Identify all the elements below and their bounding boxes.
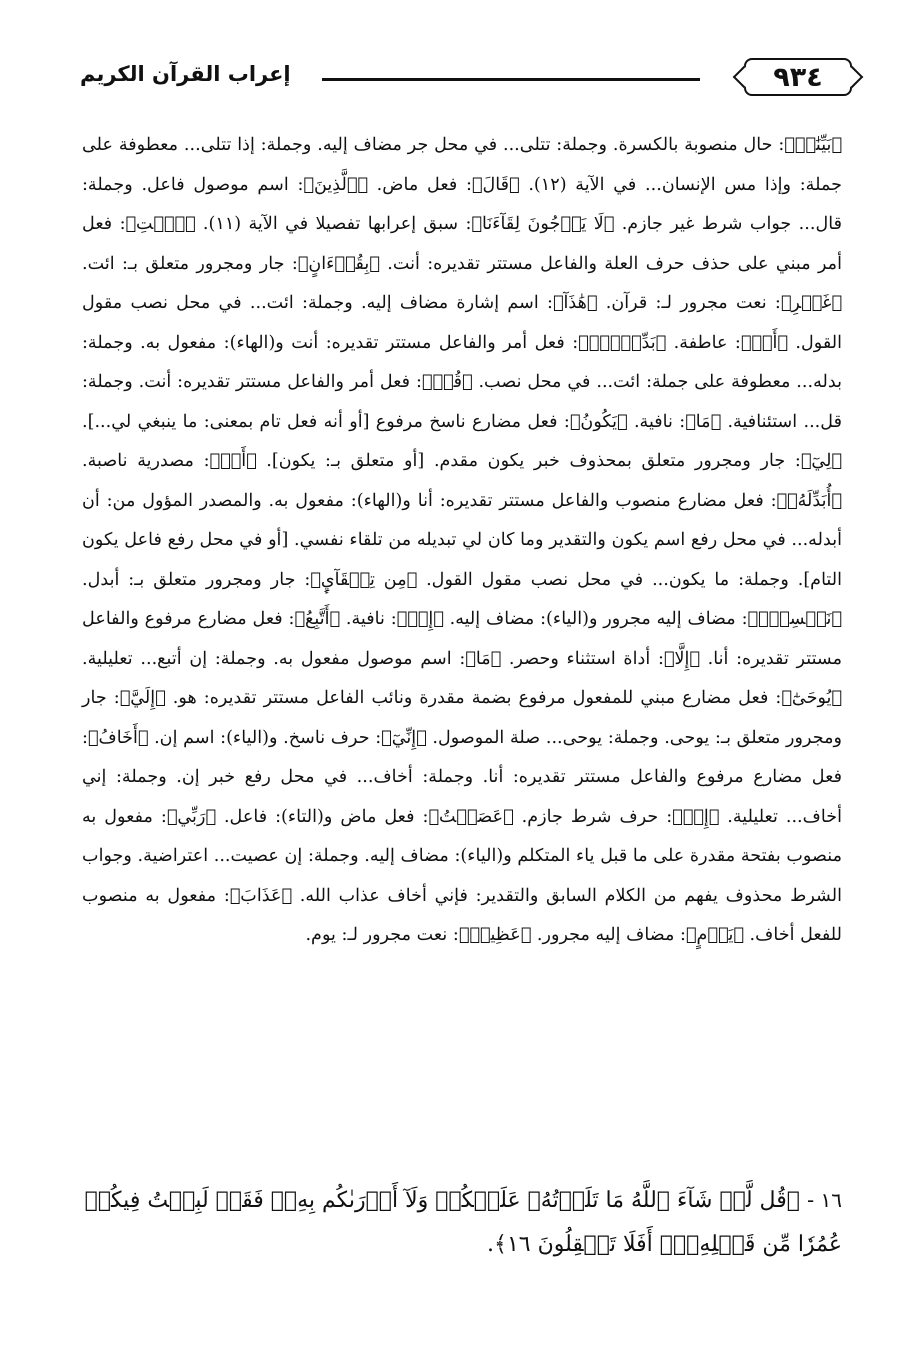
verse-line bbox=[80, 1178, 842, 1267]
book-title: إعراب القرآن الكريم bbox=[80, 62, 291, 86]
page-number: ٩٣٤ bbox=[744, 58, 852, 96]
header-divider bbox=[322, 78, 700, 81]
verse-number: ١٦ - bbox=[806, 1188, 842, 1212]
commentary-text bbox=[82, 126, 842, 956]
commentary-paragraph: ﴿بَيِّنَٰتٖ﴾: حال منصوبة بالكسرة. وجملة: تتلى... في محل جر مضاف إليه. وجملة: إذا تتلى... معطوفة على جملة: وإذا مس الإنسان... في الآية (١٢). ﴿قَالَ﴾: فعل ماض. ﴿ٱلَّذِينَ﴾: اسم موصول فاعل. وجملة: قال... جواب شرط غير جازم. ﴿لَا يَرۡجُونَ لِقَآءَنَا﴾: سبق إعرابها تفصيلا في الآية (١١). ﴿ٱئۡتِ﴾: فعل أمر مبني على حذف حرف العلة والفاعل مستتر تقديره: أنت. ﴿بِقُرۡءَانٍ﴾: جار ومجرور متعلق بـ: ائت. ﴿غَيۡرِ﴾: نعت مجرور لـ: قرآن. ﴿هَٰذَآ﴾: اسم إشارة مضاف إليه. وجملة: ائت... في محل نصب مقول القول. ﴿أَوۡ﴾: عاطفة. ﴿بَدِّلۡهُۚ﴾: فعل أمر والفاعل مستتر تقديره: أنت و(الهاء): مفعول به. وجملة: بدله... معطوفة على جملة: ائت... في محل نصب. ﴿قُلۡ﴾: فعل أمر والفاعل مستتر تقديره: أنت. وجملة: قل... استئنافية. ﴿مَا﴾: نافية. ﴿يَكُونُ﴾: فعل مضارع ناسخ مرفوع [أو أنه فعل تام بمعنى: ما ينبغي لي...]. ﴿لِيٓ﴾: جار ومجرور متعلق بمحذوف خبر يكون مقدم. [أو متعلق بـ: يكون]. ﴿أَنۡ﴾: مصدرية ناصبة. ﴿أُبَدِّلَهُۥ﴾: فعل مضارع منصوب والفاعل مستتر تقديره: أنا و(الهاء): مفعول به. والمصدر المؤول من: أن أبدله... في محل رفع اسم يكون والتقدير وما كان لي تبديله من تلقاء نفسي. [أو في محل رفع فاعل يكون التام]. وجملة: ما يكون... في محل نصب مقول القول. ﴿مِن تِلۡقَآيِٕ﴾: جار ومجرور متعلق بـ: أبدل. ﴿نَفۡسِيٓۖ﴾: مضاف إليه مجرور و(الياء): مضاف إليه. ﴿إِنۡ﴾: نافية. ﴿أَتَّبِعُ﴾: فعل مضارع مرفوع والفاعل مستتر تقديره: أنا. ﴿إِلَّا﴾: أداة استثناء وحصر. ﴿مَا﴾: اسم موصول مفعول به. وجملة: إن أتبع... تعليلية. ﴿يُوحَىٰٓ﴾: فعل مضارع مبني للمفعول مرفوع بضمة مقدرة ونائب الفاعل مستتر تقديره: هو. ﴿إِلَيَّ﴾: جار ومجرور متعلق بـ: يوحى. وجملة: يوحى... صلة الموصول. ﴿إِنِّيٓ﴾: حرف ناسخ. و(الياء): اسم إن. ﴿أَخَافُ﴾: فعل مضارع مرفوع والفاعل مستتر تقديره: أنا. وجملة: أخاف... في محل رفع خبر إن. وجملة: إني أخاف... تعليلية. ﴿إِنۡ﴾: حرف شرط جازم. ﴿عَصَيۡتُ﴾: فعل ماض و(التاء): فاعل. ﴿رَبِّي﴾: مفعول به منصوب بفتحة مقدرة على ما قبل ياء المتكلم و(الياء): مضاف إليه. وجملة: إن عصيت... اعتراضية. وجواب الشرط محذوف يفهم من الكلام السابق والتقدير: فإني أخاف عذاب الله. ﴿عَذَابَ﴾: مفعول به منصوب للفعل أخاف. ﴿يَوۡمٍ﴾: مضاف إليه مجرور. ﴿عَظِيمٖ﴾: نعت مجرور لـ: يوم. bbox=[82, 135, 842, 945]
quran-verse bbox=[80, 1178, 842, 1267]
page-header bbox=[80, 58, 852, 98]
verse-text: ﴿قُل لَّوۡ شَآءَ ٱللَّهُ مَا تَلَوۡتُهُۥ عَلَيۡكُمۡ وَلَآ أَدۡرَىٰكُم بِهِۦۖ فَقَدۡ لَبِثۡتُ فِيكُمۡ عُمُرٗا مِّن قَبۡلِهِۦٓۚ أَفَلَا تَعۡقِلُونَ ١٦﴾. bbox=[84, 1188, 842, 1257]
